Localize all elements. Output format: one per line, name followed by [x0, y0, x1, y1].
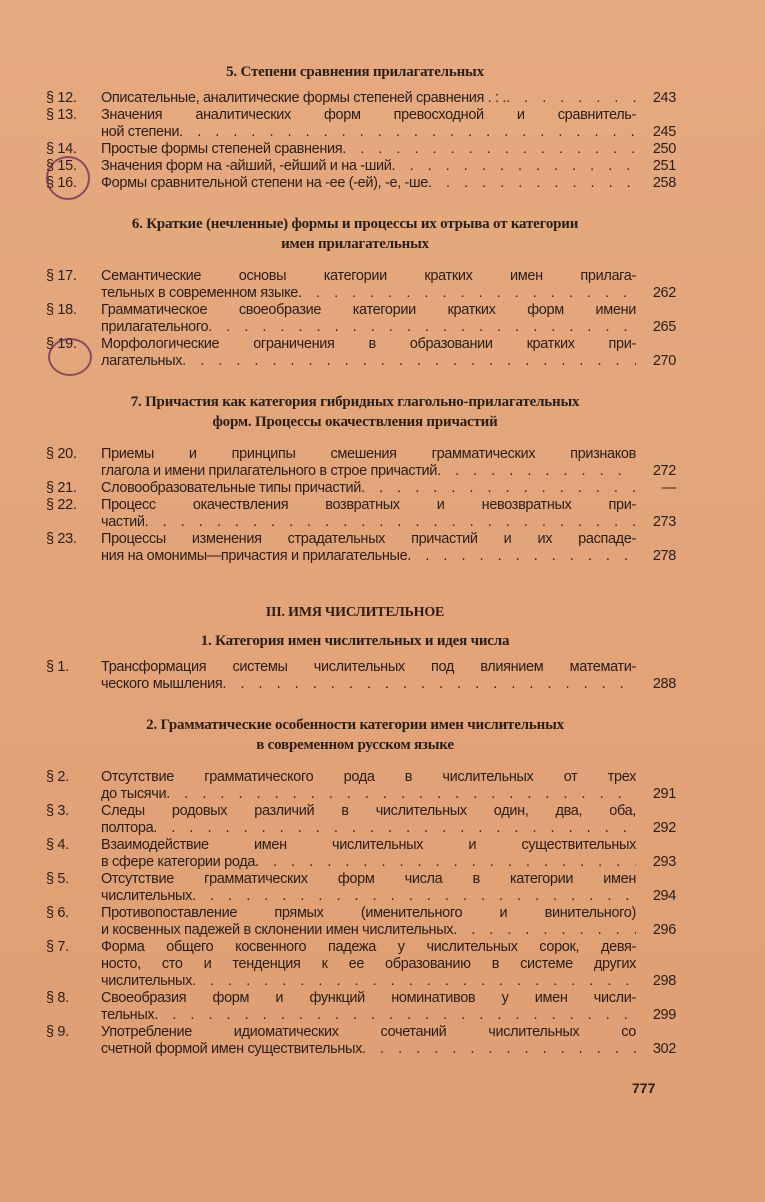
- dot-leader: [506, 90, 636, 107]
- entry-title: [101, 769, 636, 803]
- entry-title: [101, 905, 636, 939]
- entry-title-line: Трансформация системы числительных под влиянием математи-: [101, 659, 636, 675]
- entry-title-line: [101, 1007, 636, 1024]
- page-reference: 245: [652, 124, 676, 140]
- entry-title-line: [101, 820, 636, 837]
- entry-title-line: [101, 548, 636, 565]
- dot-leader: [342, 141, 636, 158]
- toc-entry: [40, 837, 676, 871]
- section-heading: [40, 392, 670, 432]
- dot-leader: [255, 854, 636, 871]
- toc-entry: [40, 531, 676, 565]
- toc-entry: [40, 769, 676, 803]
- entry-title-line: [101, 463, 636, 480]
- entry-title: [101, 871, 636, 905]
- pen-circle-mark: [48, 338, 92, 376]
- entry-title-line: Следы родовых различий в числительных один, два, оба,: [101, 803, 636, 819]
- toc-entry: [40, 141, 676, 158]
- dot-leader: [154, 1007, 636, 1024]
- toc-entry: [40, 905, 676, 939]
- dot-leader: [407, 548, 636, 565]
- section-number: § 5.: [46, 871, 69, 887]
- entry-title-line: Взаимодействие имен числительных и существительных: [101, 837, 636, 853]
- toc-entry: [40, 871, 676, 905]
- page-reference: 250: [652, 141, 676, 157]
- entry-title: [101, 837, 636, 871]
- entry-title: [101, 990, 636, 1024]
- entry-title: [101, 90, 636, 107]
- section-heading: [40, 214, 670, 254]
- entry-title-line: Приемы и принципы смешения грамматических признаков: [101, 446, 636, 462]
- section-heading-line: III. ИМЯ ЧИСЛИТЕЛЬНОЕ: [265, 605, 445, 620]
- entry-title-line: [101, 1041, 636, 1058]
- section-heading-line: 5. Степени сравнения прилагательных: [226, 64, 484, 80]
- section-number: § 14.: [46, 141, 77, 157]
- section-heading: [40, 62, 670, 82]
- toc-entry: [40, 1024, 676, 1058]
- entry-title-text: лагательных: [101, 353, 183, 369]
- section-number: § 21.: [46, 480, 77, 496]
- entry-title-line: [101, 175, 636, 192]
- page-reference: 296: [652, 922, 676, 938]
- section-number: § 4.: [46, 837, 69, 853]
- entry-title: [101, 446, 636, 480]
- page-reference: —: [661, 480, 676, 496]
- section-number: § 12.: [46, 90, 77, 106]
- entry-title-line: [101, 319, 636, 336]
- entry-title-text: ной степени: [101, 124, 180, 140]
- entry-title-line: Отсутствие грамматического рода в числительных от трех: [101, 769, 636, 785]
- entry-title-text: и косвенных падежей в склонении имен числительных: [101, 922, 454, 938]
- section-heading-line: в современном русском языке: [256, 737, 454, 753]
- dot-leader: [192, 973, 636, 990]
- entry-title-line: Противопоставление прямых (именительного и винительного): [101, 905, 636, 921]
- toc-entry: [40, 497, 676, 531]
- entry-title-text: тельных: [101, 1007, 155, 1023]
- toc-entry: [40, 990, 676, 1024]
- entry-title: [101, 497, 636, 531]
- entry-title: [101, 480, 636, 497]
- section-number: § 7.: [46, 939, 69, 955]
- entry-title-line: Своеобразия форм и функций номинативов у имен числи-: [101, 990, 636, 1006]
- toc-entry: [40, 158, 676, 175]
- page-reference: 262: [652, 285, 676, 301]
- entry-title-line: Употребление идиоматических сочетаний числительных со: [101, 1024, 636, 1040]
- entry-title-text: полтора: [101, 820, 154, 836]
- entry-title-line: [101, 854, 636, 871]
- toc-entry: [40, 446, 676, 480]
- dot-leader: [179, 124, 636, 141]
- page-reference: 298: [652, 973, 676, 989]
- section-number: § 9.: [46, 1024, 69, 1040]
- page-reference: 273: [652, 514, 676, 530]
- toc-entry: [40, 803, 676, 837]
- toc-entry: [40, 268, 676, 302]
- dot-leader: [298, 285, 636, 302]
- dot-leader: [428, 175, 636, 192]
- entry-title-line: Форма общего косвенного падежа у числительных сорок, девя-: [101, 939, 636, 955]
- entry-title: [101, 531, 636, 565]
- page-reference: 243: [652, 90, 676, 106]
- entry-title: [101, 268, 636, 302]
- entry-title: [101, 659, 636, 693]
- dot-leader: [192, 888, 636, 905]
- toc-entry: [40, 175, 676, 192]
- page-reference: 302: [652, 1041, 676, 1057]
- page-reference: 288: [652, 676, 676, 692]
- entry-title: [101, 107, 636, 141]
- section-heading-line: 2. Грамматические особенности категории имен числительных: [146, 717, 564, 733]
- section-number: § 1.: [46, 659, 69, 675]
- entry-title-line: Отсутствие грамматических форм числа в категории имен: [101, 871, 636, 887]
- page-reference: 293: [652, 854, 676, 870]
- entry-title-line: [101, 90, 636, 107]
- entry-title-text: Формы сравнительной степени на -ее (-ей), -е, -ше: [101, 175, 428, 191]
- section-heading: [40, 715, 670, 755]
- entry-title-text: тельных в современном языке: [101, 285, 298, 301]
- dot-leader: [222, 676, 636, 693]
- entry-title-line: [101, 141, 636, 158]
- entry-title-line: Процесс окачествления возвратных и невозвратных при-: [101, 497, 636, 513]
- entry-title-line: [101, 514, 636, 531]
- toc-entry: [40, 336, 676, 370]
- section-number: § 2.: [46, 769, 69, 785]
- entry-title-line: [101, 676, 636, 693]
- pen-circle-mark: [46, 156, 90, 200]
- entry-title-text: Значения форм на -айший, -ейший и на -ший: [101, 158, 392, 174]
- section-heading: [40, 603, 670, 623]
- entry-title-line: Процессы изменения страдательных причастий и их распаде-: [101, 531, 636, 547]
- dot-leader: [437, 463, 636, 480]
- entry-title-line: [101, 124, 636, 141]
- section-heading-line: 7. Причастия как категория гибридных глагольно-прилагательных: [130, 394, 580, 410]
- page-reference: 292: [652, 820, 676, 836]
- page-reference: 299: [652, 1007, 676, 1023]
- section-number: § 16.: [46, 175, 77, 191]
- entry-title-line: [101, 973, 636, 990]
- dot-leader: [166, 786, 636, 803]
- entry-title: [101, 175, 636, 192]
- entry-title: [101, 336, 636, 370]
- page-reference: 258: [652, 175, 676, 191]
- page-reference: 291: [652, 786, 676, 802]
- entry-title-text: счетной формой имен существительных: [101, 1041, 362, 1057]
- entry-title-text: до тысячи: [101, 786, 167, 802]
- section-heading-line: форм. Процессы окачествления причастий: [212, 414, 498, 430]
- dot-leader: [362, 1041, 636, 1058]
- entry-title-text: числительных: [101, 888, 193, 904]
- entry-title-line: [101, 353, 636, 370]
- section-number: § 23.: [46, 531, 77, 547]
- dot-leader: [153, 820, 636, 837]
- section-number: § 19.: [46, 336, 77, 352]
- entry-title-line: [101, 480, 636, 497]
- section-number: § 20.: [46, 446, 77, 462]
- entry-title-text: Словообразовательные типы причастий: [101, 480, 362, 496]
- section-number: § 13.: [46, 107, 77, 123]
- section-number: § 6.: [46, 905, 69, 921]
- dot-leader: [208, 319, 636, 336]
- page-reference: 265: [652, 319, 676, 335]
- entry-title-line: [101, 158, 636, 175]
- entry-title-text: Описательные, аналитические формы степеней сравнения . : .: [101, 90, 507, 106]
- section-heading-line: 1. Категория имен числительных и идея числа: [200, 633, 510, 649]
- section-number: § 17.: [46, 268, 77, 284]
- dot-leader: [392, 158, 636, 175]
- entry-title-line: [101, 922, 636, 939]
- toc-entry: [40, 939, 676, 990]
- entry-title: [101, 141, 636, 158]
- entry-title-line: Значения аналитических форм превосходной и сравнитель-: [101, 107, 636, 123]
- entry-title-line: Семантические основы категории кратких имен прилага-: [101, 268, 636, 284]
- section-heading-line: имен прилагательных: [281, 236, 429, 252]
- entry-title-text: частий: [101, 514, 145, 530]
- section-number: § 3.: [46, 803, 69, 819]
- section-heading-line: 6. Краткие (нечленные) формы и процессы их отрыва от категории: [131, 216, 579, 232]
- entry-title-text: прилагательного: [101, 319, 209, 335]
- section-number: § 8.: [46, 990, 69, 1006]
- toc-entry: [40, 302, 676, 336]
- toc-entry: [40, 90, 676, 107]
- section-heading: [40, 631, 670, 651]
- entry-title: [101, 158, 636, 175]
- entry-title-text: числительных: [101, 973, 193, 989]
- entry-title-text: в сфере категории рода: [101, 854, 256, 870]
- entry-title: [101, 803, 636, 837]
- dot-leader: [182, 353, 636, 370]
- entry-title-line: [101, 285, 636, 302]
- section-number: § 22.: [46, 497, 77, 513]
- section-number: § 18.: [46, 302, 77, 318]
- toc-entry: [40, 107, 676, 141]
- dot-leader: [453, 922, 636, 939]
- entry-title-text: Простые формы степеней сравнения: [101, 141, 343, 157]
- page-reference: 270: [652, 353, 676, 369]
- entry-title-text: ния на омонимы—причастия и прилагательные: [101, 548, 408, 564]
- section-number: § 15.: [46, 158, 77, 174]
- toc-entry: [40, 480, 676, 497]
- entry-title-line: [101, 888, 636, 905]
- entry-title-text: ческого мышления: [101, 676, 223, 692]
- entry-title-line: [101, 786, 636, 803]
- page-reference: 278: [652, 548, 676, 564]
- entry-title: [101, 1024, 636, 1058]
- entry-title: [101, 939, 636, 990]
- page-reference: 272: [652, 463, 676, 479]
- entry-title-line: Морфологические ограничения в образовании кратких при-: [101, 336, 636, 352]
- page-reference: 251: [652, 158, 676, 174]
- dot-leader: [145, 514, 636, 531]
- table-of-contents: [40, 62, 676, 1058]
- entry-title-text: глагола и имени прилагательного в строе причастий: [101, 463, 438, 479]
- page-number: 777: [632, 1080, 656, 1096]
- dot-leader: [361, 480, 636, 497]
- entry-title-line: Грамматическое своеобразие категории кратких форм имени: [101, 302, 636, 318]
- entry-title: [101, 302, 636, 336]
- toc-entry: [40, 659, 676, 693]
- page-reference: 294: [652, 888, 676, 904]
- entry-title-line: носто, сто и тенденция к ее образованию в системе других: [101, 956, 636, 972]
